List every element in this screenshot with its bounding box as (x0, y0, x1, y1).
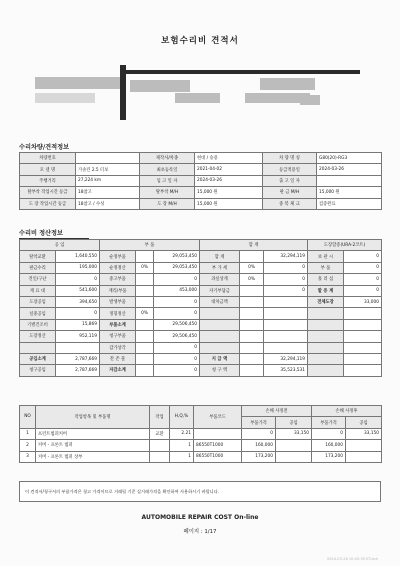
field-value (136, 274, 154, 285)
cell-p2: 0 (312, 428, 346, 439)
field-value: 0 (56, 308, 100, 319)
field-label: 보 관 시 (308, 251, 344, 262)
field-value: 29,053,450 (154, 251, 200, 262)
field-label: 대차금액 (200, 296, 240, 307)
field-label: 청구공임 (20, 365, 56, 376)
field-label: 잔 존 물 (100, 353, 136, 364)
cell-hqty: 1 (170, 440, 194, 451)
field-label: 순정부품 (100, 251, 136, 262)
col-work: 작업 (150, 406, 170, 429)
field-value (240, 308, 264, 319)
cell-item: 프런트범퍼커버 (36, 428, 150, 439)
field-label: 판 금 M/H (263, 187, 317, 198)
table-row (20, 319, 382, 330)
field-value (136, 365, 154, 376)
field-value (136, 331, 154, 342)
field-label: 자기부담금 (200, 285, 240, 296)
field-value: 0 (154, 353, 200, 364)
field-value: 가솔린 2.5 터보 (76, 164, 140, 175)
cell-p1: 173,200 (242, 451, 276, 462)
field-value (136, 353, 154, 364)
field-value: 32,294,119 (264, 251, 308, 262)
field-value: 0 (344, 285, 382, 296)
field-value (344, 331, 382, 342)
field-value: 0 (264, 262, 308, 273)
field-value: 0 (154, 308, 200, 319)
col-part-price-before: 부품가격 (242, 417, 276, 428)
field-label: 부 품 (308, 262, 344, 273)
field-value: 29,506,450 (154, 319, 200, 330)
field-label (308, 319, 344, 330)
field-value: 0 (344, 274, 382, 285)
table-row (20, 428, 382, 439)
field-label: 합 계 (200, 251, 240, 262)
field-value (344, 319, 382, 330)
field-label: 최초등록일 (140, 164, 195, 175)
field-label: 입 고 일 자 (140, 175, 195, 186)
field-value: 27,224 km (76, 175, 140, 186)
table-row (20, 274, 382, 285)
table-row (20, 175, 382, 186)
field-label: 도장정산 (20, 331, 56, 342)
field-label: 자감소계 (100, 365, 136, 376)
field-value: 0% (136, 308, 154, 319)
field-value (264, 308, 308, 319)
field-label (200, 308, 240, 319)
footer-title: AUTOMOBILE REPAIR COST On-line (141, 514, 259, 521)
table-row (20, 198, 382, 209)
col-part-price-after: 부품가격 (312, 417, 346, 428)
redacted-block (35, 77, 125, 89)
field-value (264, 342, 308, 353)
repair-info-table (19, 152, 382, 210)
cell-p1: 0 (242, 428, 276, 439)
redacted-block (300, 95, 320, 105)
field-value (136, 342, 154, 353)
settle-section-title: 수리비 정산정보 (19, 228, 89, 239)
field-value: 검증완료 (317, 198, 382, 209)
cell-no: 2 (20, 440, 36, 451)
field-label: 과실상계 (200, 274, 240, 285)
col-hqty: H,Q,% (170, 406, 194, 429)
cell-l1 (276, 451, 312, 462)
field-label (308, 365, 344, 376)
field-label: 도장공임 (20, 296, 56, 307)
table-row (20, 451, 382, 462)
field-value: 952,119 (56, 331, 100, 342)
field-value: 0 (154, 296, 200, 307)
field-value (136, 296, 154, 307)
field-label: 탈착교환 (20, 251, 56, 262)
field-value (264, 296, 308, 307)
field-value: 2024-03-26 (195, 175, 263, 186)
table-row (20, 262, 382, 273)
table-row (20, 440, 382, 451)
field-value (240, 251, 264, 262)
field-value: 0 (154, 274, 200, 285)
field-value: 18참고 (76, 187, 140, 198)
cell-no: 3 (20, 451, 36, 462)
field-label: 기별건조비 (20, 319, 56, 330)
field-value (240, 353, 264, 364)
field-label (20, 342, 56, 353)
field-label: 제작사/차종 (140, 153, 195, 164)
field-value: 453,000 (154, 285, 200, 296)
field-value (344, 308, 382, 319)
field-value: 15,000 원 (317, 187, 382, 198)
field-value (76, 153, 140, 164)
field-label (200, 342, 240, 353)
field-value (344, 353, 382, 364)
notice-text: 이 견적서/청구서의 부품가격은 청고 가격이므로 거래될 기준 실거래가격을 확인하여 사용하시기 바랍니다. (19, 481, 381, 502)
field-value: 2,787,669 (56, 365, 100, 376)
field-label: 차량번호 (20, 153, 76, 164)
field-value: 33,000 (344, 296, 382, 307)
header-total: 합 계 (200, 240, 308, 251)
document-title: 보험수리비 견적서 (161, 36, 239, 46)
field-value: 현대 / 승용 (195, 153, 263, 164)
field-label (200, 331, 240, 342)
redacted-block (130, 80, 190, 92)
field-label: 탈부착 M/H (140, 187, 195, 198)
table-row (20, 342, 382, 353)
field-value: 2021-04-02 (195, 164, 263, 175)
header-paint-surcharge: 도장할증(URA-2코트) (308, 240, 382, 251)
field-value: G80(20)-RG3 (317, 153, 382, 164)
field-value: 15,000 원 (195, 198, 263, 209)
field-value: 35,523,531 (264, 365, 308, 376)
table-row (20, 365, 382, 376)
col-labor-after: 공임 (346, 417, 382, 428)
field-label: 감가상각 (100, 342, 136, 353)
field-value: 0 (154, 342, 200, 353)
field-value: 0 (344, 262, 382, 273)
field-label: 판금수리 (20, 262, 56, 273)
cell-work: 교환 (150, 428, 170, 439)
cell-l2: 33,150 (346, 428, 382, 439)
field-label: 순정정산 (100, 262, 136, 273)
cell-l1: 33,150 (276, 428, 312, 439)
header-labor: 공 임 (20, 240, 100, 251)
col-no: NO (20, 406, 36, 429)
field-value: 0 (154, 365, 200, 376)
field-value (240, 285, 264, 296)
field-value (240, 342, 264, 353)
field-value: 0% (240, 274, 264, 285)
table-row (20, 153, 382, 164)
table-row (20, 164, 382, 175)
field-label: 등급적용일 (263, 164, 317, 175)
field-label (308, 342, 344, 353)
field-label: 중 복 체 크 (263, 198, 317, 209)
cell-p1: 160,000 (242, 440, 276, 451)
field-value (56, 342, 100, 353)
field-value (136, 319, 154, 330)
cell-l1 (276, 440, 312, 451)
cell-work (150, 440, 170, 451)
field-label: 할 증 계 (308, 285, 344, 296)
field-label (308, 331, 344, 342)
field-label (308, 308, 344, 319)
field-label: 차 량 명 칭 (263, 153, 317, 164)
repair-section-title: 수리차량/견적정보 (19, 142, 89, 153)
field-value: 195,000 (56, 262, 100, 273)
table-row (20, 251, 382, 262)
cell-no: 1 (20, 428, 36, 439)
field-label: 출 고 일 자 (263, 175, 317, 186)
field-value: 0 (264, 285, 308, 296)
table-row (20, 353, 382, 364)
col-group-after: 손해 사정후 (312, 406, 382, 417)
field-value (317, 175, 382, 186)
header-parts: 부 품 (100, 240, 200, 251)
field-value: 394,650 (56, 296, 100, 307)
timestamp-stamp: 2024-03-26 10:45:35 KT.ubh (326, 557, 378, 561)
cell-l2 (346, 440, 382, 451)
redacted-block (175, 93, 220, 103)
field-label: 흘 러 섬 (308, 274, 344, 285)
field-label: 공임소계 (20, 353, 56, 364)
cell-code: 86550T1000 (194, 451, 242, 462)
field-label: 발생부품 (100, 296, 136, 307)
cell-code (194, 428, 242, 439)
field-label: 청구부품 (100, 331, 136, 342)
col-group-before: 손해 사정전 (242, 406, 312, 417)
page-number: 페이지 : 1/17 (183, 529, 217, 535)
settle-table (19, 239, 382, 377)
field-label: 도 장 작업시간 등급 (20, 198, 76, 209)
field-label: 중고부품 (100, 274, 136, 285)
table-row (20, 187, 382, 198)
field-value: 15,000 원 (195, 187, 263, 198)
field-value (240, 331, 264, 342)
field-label: 실중공임 (20, 308, 56, 319)
field-value: 0 (344, 251, 382, 262)
field-label (308, 353, 344, 364)
table-row (20, 296, 382, 307)
redacted-block (260, 78, 315, 90)
field-label: 탈부착 작업시간 등급 (20, 187, 76, 198)
field-label: 견인/구난 (20, 274, 56, 285)
cell-p2: 160,000 (312, 440, 346, 451)
col-item: 작업항목 및 부품명 (36, 406, 150, 429)
field-value: 2,787,669 (56, 353, 100, 364)
field-label: 주행거리 (20, 175, 76, 186)
field-label: 재리/부품 (100, 285, 136, 296)
field-label: 전체도장 (308, 296, 344, 307)
field-value: 18참고 / 수성 (76, 198, 140, 209)
field-value (344, 342, 382, 353)
parts-table (19, 405, 382, 463)
field-label: 모 델 명 (20, 164, 76, 175)
field-value: 2024-03-26 (317, 164, 382, 175)
field-label (200, 319, 240, 330)
cell-hqty: 1 (170, 451, 194, 462)
cell-code: 86550T1000 (194, 440, 242, 451)
field-value (240, 319, 264, 330)
field-label: 정형정산 (100, 308, 136, 319)
cell-p2: 173,200 (312, 451, 346, 462)
field-value: 0% (240, 262, 264, 273)
field-value: 0% (136, 262, 154, 273)
cell-l2 (346, 451, 382, 462)
field-label: 도 장 M/H (140, 198, 195, 209)
field-label: 부품소계 (100, 319, 136, 330)
field-value: 0 (56, 274, 100, 285)
table-row (20, 285, 382, 296)
redacted-block (35, 93, 95, 103)
field-value (240, 296, 264, 307)
cell-item: 커버 - 프론트 범퍼 상부 (36, 451, 150, 462)
col-code: 부품코드 (194, 406, 242, 429)
field-label: 부 가 세 (200, 262, 240, 273)
field-value (264, 331, 308, 342)
cell-work (150, 451, 170, 462)
field-value (136, 251, 154, 262)
field-value: 1,640,550 (56, 251, 100, 262)
field-label: 재 료 대 (20, 285, 56, 296)
field-value: 15,869 (56, 319, 100, 330)
field-value (240, 365, 264, 376)
cell-hqty: 2.21 (170, 428, 194, 439)
field-value: 541,600 (56, 285, 100, 296)
table-row (20, 308, 382, 319)
field-value: 32,294,119 (264, 353, 308, 364)
cell-item: 커버 - 프론트 범퍼 (36, 440, 150, 451)
field-value: 29,053,450 (154, 262, 200, 273)
table-row (20, 331, 382, 342)
redacted-block (120, 70, 360, 74)
field-value (136, 285, 154, 296)
field-value: 0 (264, 274, 308, 285)
col-labor-before: 공임 (276, 417, 312, 428)
field-value (264, 319, 308, 330)
field-label: 청 구 액 (200, 365, 240, 376)
field-value (344, 365, 382, 376)
field-value: 29,506,450 (154, 331, 200, 342)
field-label: 지 급 액 (200, 353, 240, 364)
